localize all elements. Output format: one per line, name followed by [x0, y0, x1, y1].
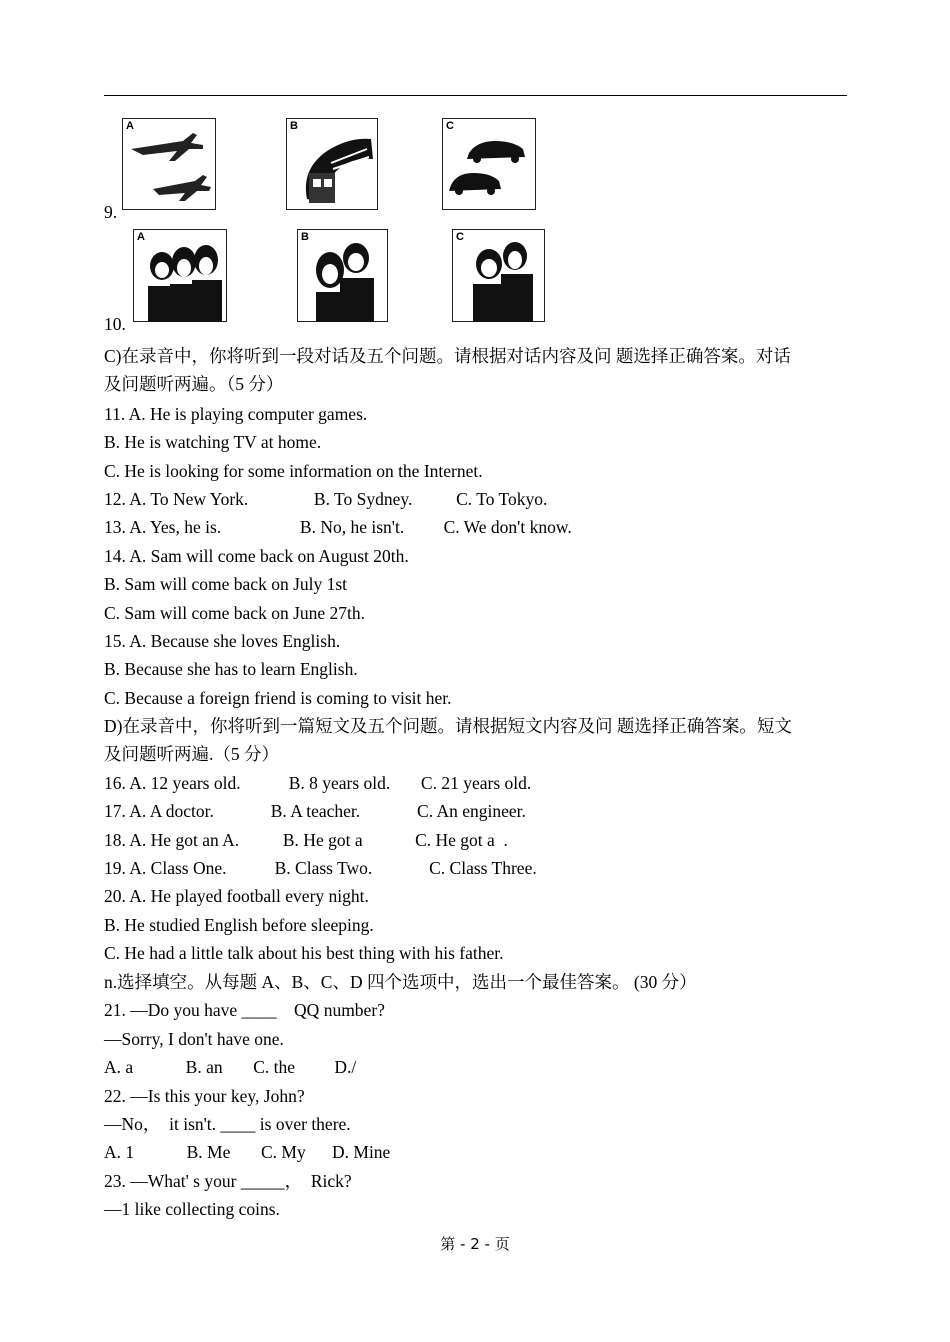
- text-line: B. He studied English before sleeping.: [104, 915, 374, 935]
- text-line: —1 like collecting coins.: [104, 1199, 280, 1219]
- header-rule: [104, 95, 847, 96]
- text-line: C. He had a little talk about his best thing with his father.: [104, 943, 504, 963]
- text-line: C. He is looking for some information on the Internet.: [104, 461, 483, 481]
- text-line: 17. A. A doctor. B. A teacher. C. An engineer.: [104, 801, 526, 821]
- text-line: 19. A. Class One. B. Class Two. C. Class Three.: [104, 858, 537, 878]
- q9-option-a-picture: [122, 118, 216, 210]
- option-label: B: [301, 231, 309, 243]
- family-of-three-icon: [134, 230, 228, 323]
- cars-icon: [443, 119, 537, 211]
- text-line: 12. A. To New York. B. To Sydney. C. To Tokyo.: [104, 489, 548, 509]
- q9-option-b-picture: [286, 118, 378, 210]
- text-line: 及问题听两遍。（5 分）: [104, 374, 284, 394]
- text-line: 14. A. Sam will come back on August 20th.: [104, 546, 409, 566]
- option-label: A: [126, 120, 134, 132]
- option-label: C: [446, 120, 454, 132]
- text-line: D)在录音中，你将听到一篇短文及五个问题。请根据短文内容及问 题选择正确答案。短文: [104, 716, 792, 736]
- text-line: n.选择填空。从每题 A、B、C、D 四个选项中，选出一个最佳答案。 (30 分）: [104, 972, 697, 992]
- q10-option-c-picture: [452, 229, 545, 322]
- option-label: A: [137, 231, 145, 243]
- q9-option-c-picture: [442, 118, 536, 210]
- text-line: B. Sam will come back on July 1st: [104, 574, 348, 594]
- text-line: 18. A. He got an A. B. He got a C. He got a .: [104, 830, 508, 850]
- train-icon: [287, 119, 379, 211]
- text-line: 及问题听两遍.（5 分）: [104, 744, 279, 764]
- text-line: C. Sam will come back on June 27th.: [104, 603, 366, 623]
- text-line: 20. A. He played football every night.: [104, 886, 369, 906]
- text-line: C)在录音中，你将听到一段对话及五个问题。请根据对话内容及问 题选择正确答案。对话: [104, 346, 791, 366]
- text-line: 15. A. Because she loves English.: [104, 631, 341, 651]
- text-line: B. He is watching TV at home.: [104, 432, 322, 452]
- text-line: A. a B. an C. the D./: [104, 1057, 357, 1077]
- airplanes-icon: [123, 119, 217, 211]
- text-line: A. 1 B. Me C. My D. Mine: [104, 1142, 391, 1162]
- text-line: 16. A. 12 years old. B. 8 years old. C. 21 years old.: [104, 773, 532, 793]
- question-number: 10.: [104, 314, 126, 334]
- q10-option-b-picture: [297, 229, 388, 322]
- text-line: 21. —Do you have ____ QQ number?: [104, 1000, 385, 1020]
- mother-and-child-icon: [298, 230, 389, 323]
- page-footer: 第 - 2 - 页: [440, 1235, 510, 1253]
- q10-option-a-picture: [133, 229, 227, 322]
- option-label: C: [456, 231, 464, 243]
- text-line: B. Because she has to learn English.: [104, 659, 358, 679]
- text-line: 11. A. He is playing computer games.: [104, 404, 368, 424]
- text-line: 22. —Is this your key, John?: [104, 1086, 305, 1106]
- text-line: C. Because a foreign friend is coming to visit her.: [104, 688, 452, 708]
- text-line: —No， it isn't. ____ is over there.: [104, 1114, 351, 1134]
- option-label: B: [290, 120, 298, 132]
- text-line: 13. A. Yes, he is. B. No, he isn't. C. We don't know.: [104, 517, 572, 537]
- text-line: 23. —What' s your _____， Rick?: [104, 1171, 352, 1191]
- question-number: 9.: [104, 202, 118, 222]
- couple-icon: [453, 230, 546, 323]
- text-line: —Sorry, I don't have one.: [104, 1029, 284, 1049]
